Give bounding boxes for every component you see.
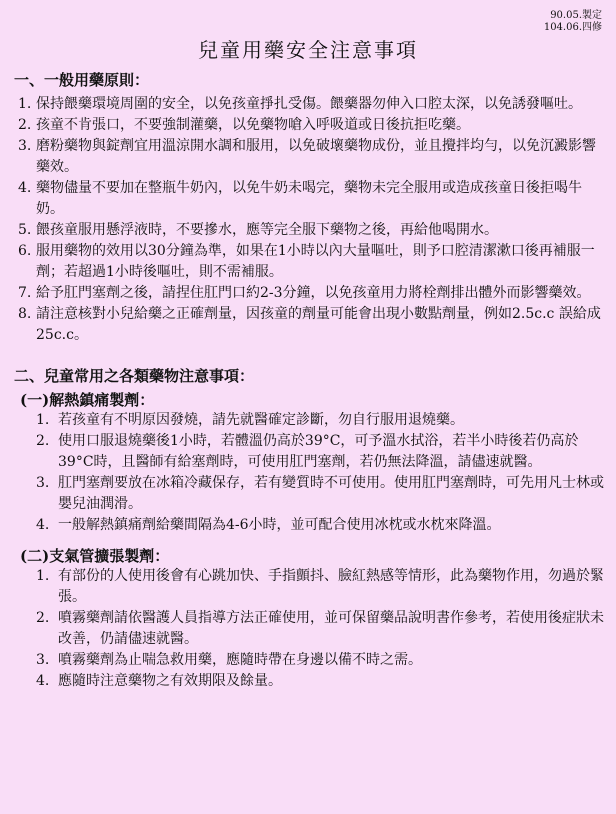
item-text: 服用藥物的效用以30分鐘為準，如果在1小時以內大量嘔吐，則予口腔清潔漱口後再補服一劑；若超過1小時後嘔吐，則不需補服。 xyxy=(36,243,595,280)
list-item xyxy=(36,650,604,671)
item-text: 一般解熱鎮痛劑給藥間隔為4-6小時，並可配合使用冰枕或水枕來降溫。 xyxy=(58,517,501,533)
item-text: 給予肛門塞劑之後，請捏住肛門口約2-3分鐘，以免孩童用力將栓劑排出體外而影響藥效。 xyxy=(36,285,591,301)
item-text: 磨粉藥物與錠劑宜用溫涼開水調和服用，以免破壞藥物成份，並且攪拌均勻，以免沉澱影響藥效。 xyxy=(36,138,596,175)
list-item xyxy=(18,94,604,115)
section-heading: 一、一般用藥原則： xyxy=(14,71,150,89)
subsection-bronchodilators xyxy=(14,546,604,692)
item-text: 噴霧藥劑為止喘急救用藥，應隨時帶在身邊以備不時之需。 xyxy=(58,652,422,668)
item-text: 應隨時注意藥物之有效期限及餘量。 xyxy=(58,673,282,689)
document-body xyxy=(14,70,604,692)
item-number: 1. xyxy=(36,568,50,584)
item-text: 孩童不肯張口，不要強制灌藥，以免藥物嗆入呼吸道或日後抗拒吃藥。 xyxy=(36,117,470,133)
version-note xyxy=(544,10,602,34)
item-number: 4. xyxy=(36,673,50,689)
list-item xyxy=(18,220,604,241)
list-item xyxy=(18,136,604,178)
item-number: 3. xyxy=(36,475,50,491)
item-text: 請注意核對小兒給藥之正確劑量，因孩童的劑量可能會出現小數點劑量，例如2.5c.c 誤給成25c.c。 xyxy=(36,306,601,343)
list-item xyxy=(36,410,604,431)
section-general-principles xyxy=(14,70,604,346)
item-number: 1. xyxy=(36,412,50,428)
item-text: 噴霧藥劑請依醫護人員指導方法正確使用，並可保留藥品說明書作參考，若使用後症狀未改善，仍請儘速就醫。 xyxy=(58,610,604,647)
subsection-heading: (二)支氣管擴張製劑： xyxy=(20,547,170,565)
item-text: 藥物儘量不要加在整瓶牛奶內，以免牛奶未喝完，藥物未完全服用或造成孩童日後拒喝牛奶。 xyxy=(36,180,582,217)
item-text: 保持餵藥環境周圍的安全，以免孩童掙扎受傷。餵藥器勿伸入口腔太深，以免誘發嘔吐。 xyxy=(36,96,582,112)
item-number: 2. xyxy=(36,610,50,626)
version-line: 90.05.製定 xyxy=(550,10,602,21)
item-number: 5. xyxy=(18,222,32,238)
item-number: 3. xyxy=(36,652,50,668)
item-text: 有部份的人使用後會有心跳加快、手指顫抖、臉紅熱感等情形，此為藥物作用，勿過於緊張。 xyxy=(58,568,604,605)
list-item xyxy=(36,473,604,515)
item-text: 使用口服退燒藥後1小時，若體溫仍高於39°C，可予溫水拭浴，若半小時後若仍高於39°C時，且醫師有給塞劑時，可使用肛門塞劑，若仍無法降溫，請儘速就醫。 xyxy=(58,433,579,470)
version-line: 104.06.四修 xyxy=(543,22,602,33)
item-text: 餵孩童服用懸浮液時，不要摻水，應等完全服下藥物之後，再給他喝開水。 xyxy=(36,222,498,238)
item-text: 若孩童有不明原因發燒，請先就醫確定診斷，勿自行服用退燒藥。 xyxy=(58,412,464,428)
list-item xyxy=(18,241,604,283)
list-item xyxy=(36,671,604,692)
list-item xyxy=(18,178,604,220)
item-number: 7. xyxy=(18,285,32,301)
list-item xyxy=(18,304,604,346)
section-heading: 二、兒童常用之各類藥物注意事項： xyxy=(14,367,255,385)
subsection-antipyretics xyxy=(14,390,604,536)
list-item xyxy=(36,515,604,536)
list-item xyxy=(36,566,604,608)
item-number: 6. xyxy=(18,243,32,259)
item-number: 3. xyxy=(18,138,32,154)
section-drug-notes xyxy=(14,366,604,692)
item-number: 8. xyxy=(18,306,32,322)
item-number: 2. xyxy=(36,433,50,449)
list-item xyxy=(36,431,604,473)
list-item xyxy=(18,283,604,304)
subsection-heading: (一)解熱鎮痛製劑： xyxy=(20,391,155,409)
item-number: 2. xyxy=(18,117,32,133)
item-number: 4. xyxy=(18,180,32,196)
list-item xyxy=(36,608,604,650)
item-text: 肛門塞劑要放在冰箱冷藏保存，若有變質時不可使用。使用肛門塞劑時，可先用凡士林或嬰兒油潤滑。 xyxy=(58,475,604,512)
list-item xyxy=(18,115,604,136)
item-number: 1. xyxy=(18,96,32,112)
page-title: 兒童用藥安全注意事項 xyxy=(198,38,418,62)
item-number: 4. xyxy=(36,517,50,533)
